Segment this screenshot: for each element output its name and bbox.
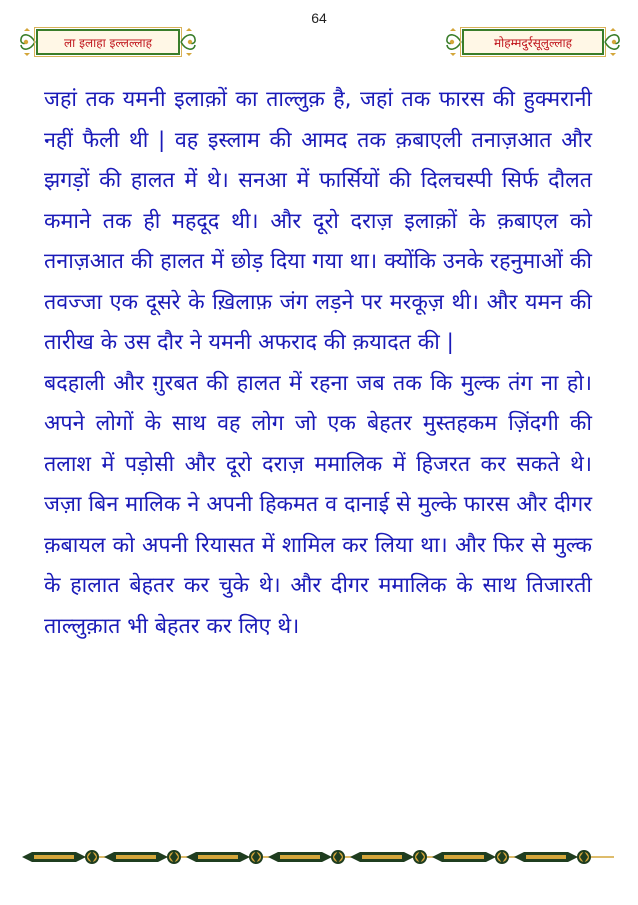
paragraph: बदहाली और ग़ुरबत की हालत में रहना जब तक कि मुल्क तंग ना हो। अपने लोगों के साथ वह लोग जो एक बेहतर मुस्तहकम ज़िंदगी की तलाश में पड़ोसी और दूरो दराज़ ममालिक में हिजरत कर सकते थे। जज़ा बिन मालिक ने अपनी हिकमत व दानाई से मुल्के फारस और दीगर क़बायल को अपनी रियासत में शामिल कर लिया था। और फिर से मुल्क के हालात बेहतर कर चुके थे। और दीगर ममालिक के साथ तिजारती ताल्लुक़ात भी बेहतर कर लिए थे।	[44, 370, 592, 639]
header-title-right: मोहम्मदुर्रसूलुल्लाह	[462, 29, 604, 55]
header-plaque-left	[18, 26, 198, 58]
body-text	[44, 80, 592, 647]
page-number: 64	[311, 10, 327, 26]
floral-scroll-icon	[444, 27, 462, 57]
floral-scroll-icon	[18, 27, 36, 57]
paragraph: जहां तक यमनी इलाक़ों का ताल्लुक़ है, जहां तक फारस की हुक्मरानी नहीं फैली थी | वह इस्लाम की आमद तक क़बाएली तनाज़आत और झगड़ों की हालत में थे। सनआ में फार्सियों की दिलचस्पी सिर्फ दौलत कमाने तक ही महदूद थी। और दूरो दराज़ इलाक़ों के क़बाएल को तनाज़आत की हालत में छोड़ दिया गया था। क्योंकि उनके रहनुमाओं की तवज्जा एक दूसरे के ख़िलाफ़ जंग लड़ने पर मरकूज़ थी। और यमन की तारीख के उस दौर ने यमनी अफराद की क़यादत की |	[44, 87, 592, 355]
ornamental-border-icon	[20, 846, 618, 868]
floral-scroll-icon	[180, 27, 198, 57]
header-plaque-right	[444, 26, 622, 58]
header-title-left: ला इलाहा इल्लल्लाह	[36, 29, 180, 55]
floral-scroll-icon	[604, 27, 622, 57]
